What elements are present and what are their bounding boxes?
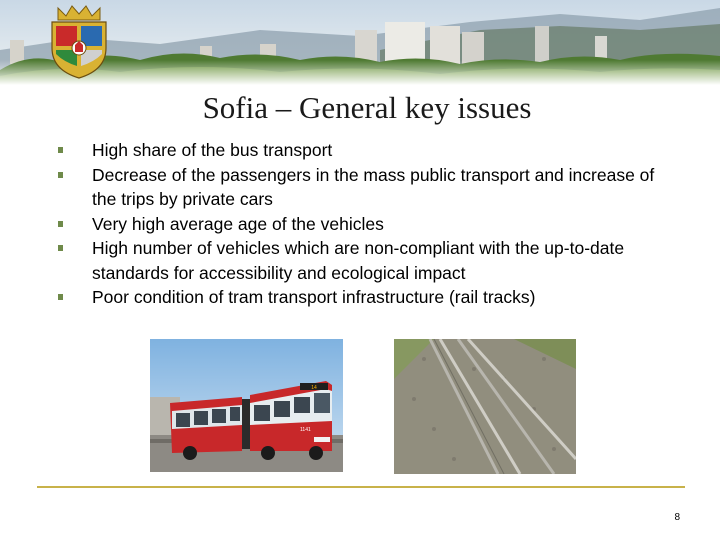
key-issues-list bbox=[58, 138, 678, 310]
footer-divider bbox=[37, 486, 685, 488]
square-bullet-icon bbox=[58, 294, 63, 300]
slide-title: Sofia – General key issues bbox=[202, 90, 532, 125]
bus-fleet-number: 1141 bbox=[300, 427, 311, 433]
sofia-coat-of-arms-emblem bbox=[44, 4, 114, 80]
tram-tracks-photo bbox=[394, 339, 576, 474]
articulated-bus-photo bbox=[150, 339, 343, 472]
bullet-text: Very high average age of the vehicles bbox=[92, 213, 384, 234]
square-bullet-icon bbox=[58, 147, 63, 153]
bullet-item bbox=[58, 138, 678, 163]
bullet-text: Decrease of the passengers in the mass public transport and increase of the trips by private cars bbox=[92, 164, 655, 209]
bullet-text: High number of vehicles which are non-compliant with the up-to-date standards for accessibility and ecological impact bbox=[92, 238, 625, 283]
bullet-item bbox=[58, 212, 678, 237]
bullet-text: Poor condition of tram transport infrastructure (rail tracks) bbox=[92, 287, 536, 307]
square-bullet-icon bbox=[58, 221, 63, 227]
bullet-item bbox=[58, 163, 678, 212]
square-bullet-icon bbox=[58, 172, 63, 178]
svg-text:14: 14 bbox=[311, 385, 317, 391]
bullet-item bbox=[58, 236, 678, 285]
bullet-item bbox=[58, 285, 678, 310]
bullet-text: High share of the bus transport bbox=[92, 140, 333, 160]
square-bullet-icon bbox=[58, 245, 63, 251]
page-number: 8 bbox=[674, 512, 680, 523]
